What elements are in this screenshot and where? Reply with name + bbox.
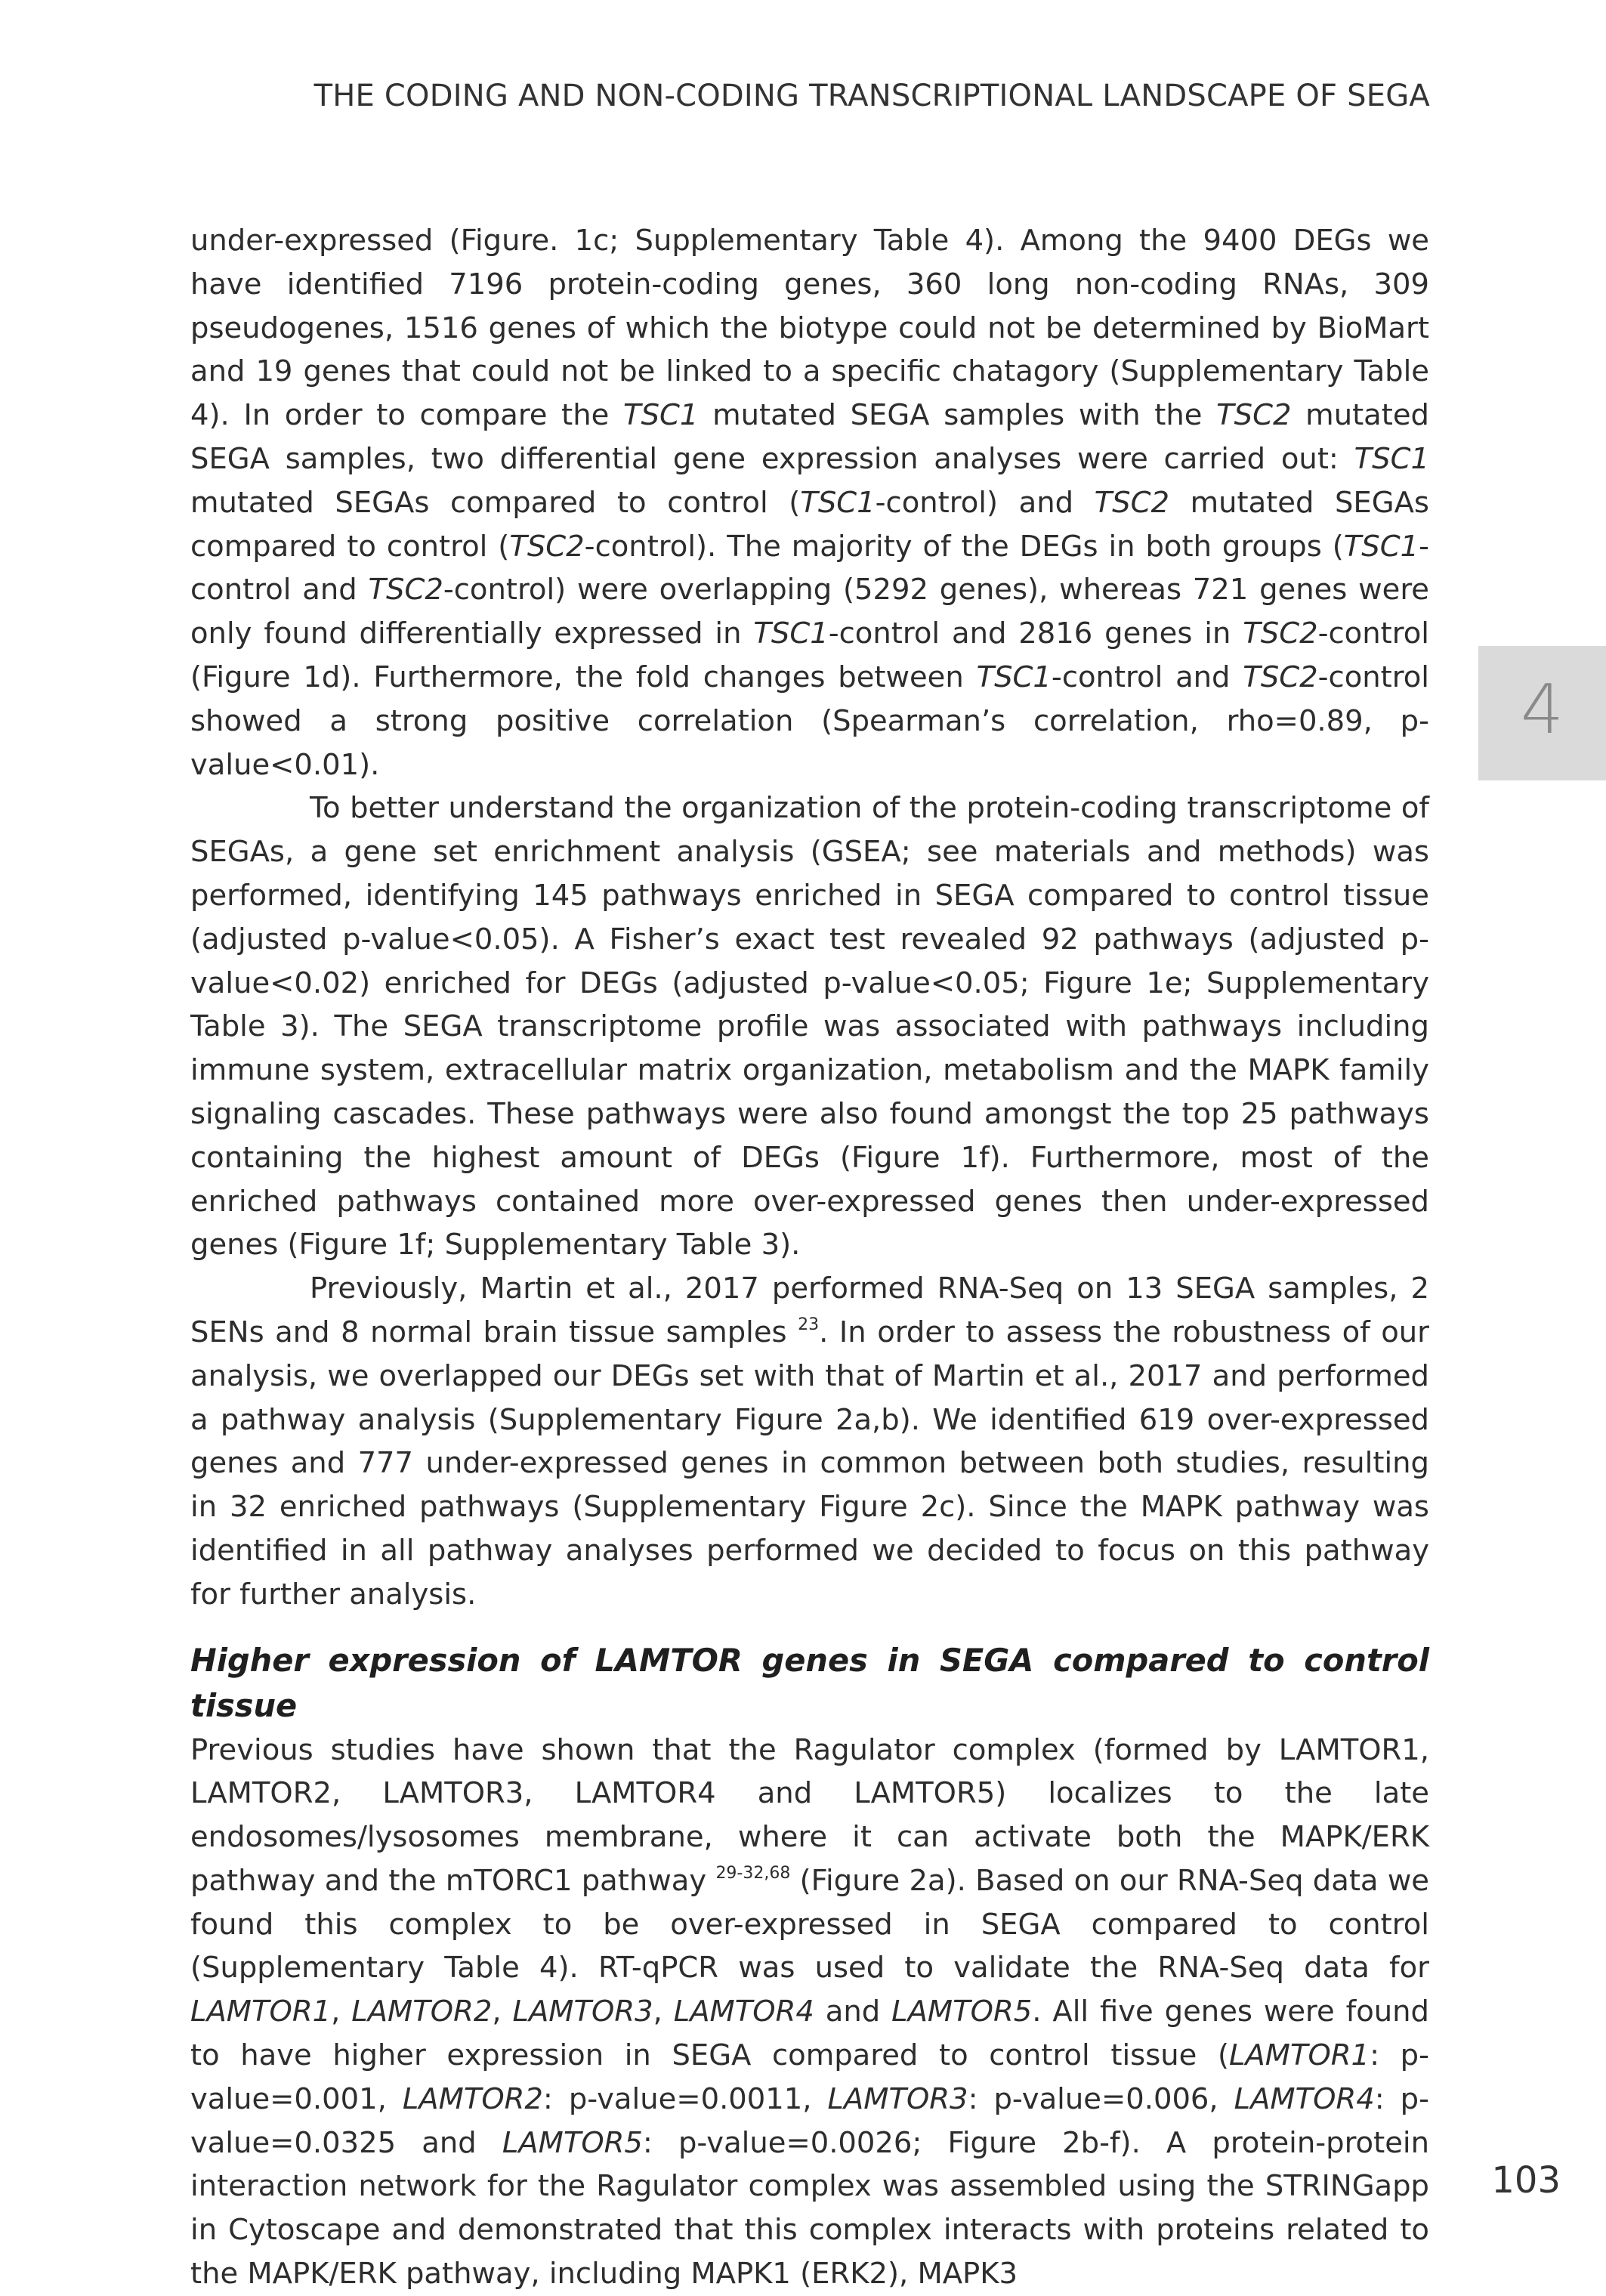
text-run: -control and xyxy=(1051,660,1243,694)
section-heading: Higher expression of LAMTOR genes in SEGA compared to control tissue xyxy=(190,1641,1429,1724)
body-text xyxy=(190,219,1429,2296)
text-run: mutated SEGA samples, two differential gene expression analyses were carried out: xyxy=(190,398,1429,476)
text-run: mutated SEGA samples with the xyxy=(698,398,1217,433)
gene-name: TSC1 xyxy=(623,398,699,433)
gene-name: LAMTOR4 xyxy=(673,1995,814,2029)
chapter-tab xyxy=(1478,646,1606,780)
gene-name: TSC1 xyxy=(1343,529,1419,564)
text-run: : p-value=0.006, xyxy=(968,2081,1234,2116)
gene-name: LAMTOR2 xyxy=(351,1995,493,2029)
text-run: under-expressed (Figure. 1c; Supplementary Table 4). Among the 9400 DEGs we have identified 7196 protein-coding genes, 360 long non-coding RNAs, 309 pseudogenes, 1516 genes of which the biotype could not be determined by BioMart and 19 genes that could not be linked to a specific chatagory (Supplementary Table 4). In order to compare the xyxy=(190,224,1429,433)
text-run: : p-value=0.0325 and xyxy=(190,2081,1429,2160)
running-header: THE CODING AND NON-CODING TRANSCRIPTIONAL LANDSCAPE OF SEGA xyxy=(313,79,1430,113)
gene-name: LAMTOR2 xyxy=(402,2081,543,2116)
chapter-number: 4 xyxy=(1520,670,1564,749)
gene-name: TSC2 xyxy=(1243,660,1318,694)
text-run: , xyxy=(331,1995,352,2029)
text-run: (Figure 2a). Based on our RNA-Seq data we found this complex to be over-expressed in SEGA compared to control (Supplementary Table 4). RT-qPCR was used to validate the RNA-Seq data for xyxy=(190,1863,1429,1985)
gene-name: LAMTOR5 xyxy=(502,2125,643,2160)
text-run: , xyxy=(492,1995,513,2029)
gene-name: TSC1 xyxy=(976,660,1052,694)
section-paragraph xyxy=(190,1729,1429,2296)
citation-ref: 23 xyxy=(798,1315,820,1334)
text-run: : p-value=0.0011, xyxy=(542,2081,828,2116)
text-run: -control) and xyxy=(875,485,1095,520)
gene-name: LAMTOR3 xyxy=(512,1995,653,2029)
text-run: -control and xyxy=(190,529,1430,607)
paragraph-3 xyxy=(190,1267,1429,1616)
text-run: and xyxy=(814,1995,892,2029)
text-run: Previous studies have shown that the Ragulator complex (formed by LAMTOR1, LAMTOR2, LAMTOR3, LAMTOR4 and LAMTOR5) localizes to the late endosomes/lysosomes membrane, where it can activate both the MAPK/ERK pathway and the mTORC1 pathway xyxy=(190,1732,1429,1898)
gene-name: TSC2 xyxy=(1216,398,1292,433)
text-run: Previously, Martin et al., 2017 performed RNA-Seq on 13 SEGA samples, 2 SENs and 8 normal brain tissue samples xyxy=(190,1272,1429,1349)
gene-name: TSC1 xyxy=(753,616,829,651)
gene-name: TSC1 xyxy=(800,485,876,520)
text-run: , xyxy=(653,1995,674,2029)
gene-name: TSC2 xyxy=(1094,485,1169,520)
text-run: -control and 2816 genes in xyxy=(828,616,1243,651)
text-run: -control (Figure 1d). Furthermore, the fold changes between xyxy=(190,616,1429,694)
gene-name: LAMTOR3 xyxy=(827,2081,968,2116)
text-run: : p-value=0.001, xyxy=(190,2038,1429,2116)
paragraph-2 xyxy=(190,786,1429,1267)
text-run: . All five genes were found to have higher expression in SEGA compared to control tissue ( xyxy=(190,1995,1429,2073)
gene-name: LAMTOR1 xyxy=(1228,2038,1370,2073)
gene-name: LAMTOR1 xyxy=(190,1995,332,2029)
gene-name: LAMTOR5 xyxy=(891,1995,1033,2029)
gene-name: LAMTOR4 xyxy=(1234,2081,1375,2116)
gene-name: TSC1 xyxy=(1354,441,1429,476)
text-run: -control showed a strong positive correlation (Spearman’s correlation, rho=0.89, p-value<0.01). xyxy=(190,660,1429,782)
gene-name: TSC2 xyxy=(509,529,585,564)
text-run: -control). The majority of the DEGs in both groups ( xyxy=(584,529,1344,564)
text-run: : p-value=0.0026; Figure 2b-f). A protein-protein interaction network for the Ragulator complex was assembled using the STRINGapp in Cytoscape and demonstrated that this complex interacts with proteins related to the MAPK/ERK pathway, including MAPK1 (ERK2), MAPK3 xyxy=(190,2125,1429,2291)
text-run: . In order to assess the robustness of our analysis, we overlapped our DEGs set with that of Martin et al., 2017 and performed a pathway analysis (Supplementary Figure 2a,b). We identified 619 over-expressed genes and 777 under-expressed genes in common between both studies, resulting in 32 enriched pathways (Supplementary Figure 2c). Since the MAPK pathway was identified in all pathway analyses performed we decided to focus on this pathway for further analysis. xyxy=(190,1315,1429,1612)
gene-name: TSC2 xyxy=(368,573,443,607)
citation-ref: 29-32,68 xyxy=(715,1863,791,1883)
paragraph-1 xyxy=(190,219,1429,786)
text-run: mutated SEGAs compared to control ( xyxy=(190,485,1429,564)
text-run: -control) were overlapping (5292 genes), whereas 721 genes were only found differentially expressed in xyxy=(190,573,1429,651)
page-number: 103 xyxy=(1491,2159,1561,2202)
gene-name: TSC2 xyxy=(1243,616,1318,651)
text-run: To better understand the organization of the protein-coding transcriptome of SEGAs, a gene set enrichment analysis (GSEA; see materials and methods) was performed, identifying 145 pathways enriched in SEGA compared to control tissue (adjusted p-value<0.05). A Fisher’s exact test revealed 92 pathways (adjusted p-value<0.02) enriched for DEGs (adjusted p-value<0.05; Figure 1e; Supplementary Table 3). The SEGA transcriptome profile was associated with pathways including immune system, extracellular matrix organization, metabolism and the MAPK family signaling cascades. These pathways were also found amongst the top 25 pathways containing the highest amount of DEGs (Figure 1f). Furthermore, most of the enriched pathways contained more over-expressed genes then under-expressed genes (Figure 1f; Supplementary Table 3). xyxy=(190,791,1429,1262)
text-run: mutated SEGAs compared to control ( xyxy=(190,485,801,520)
